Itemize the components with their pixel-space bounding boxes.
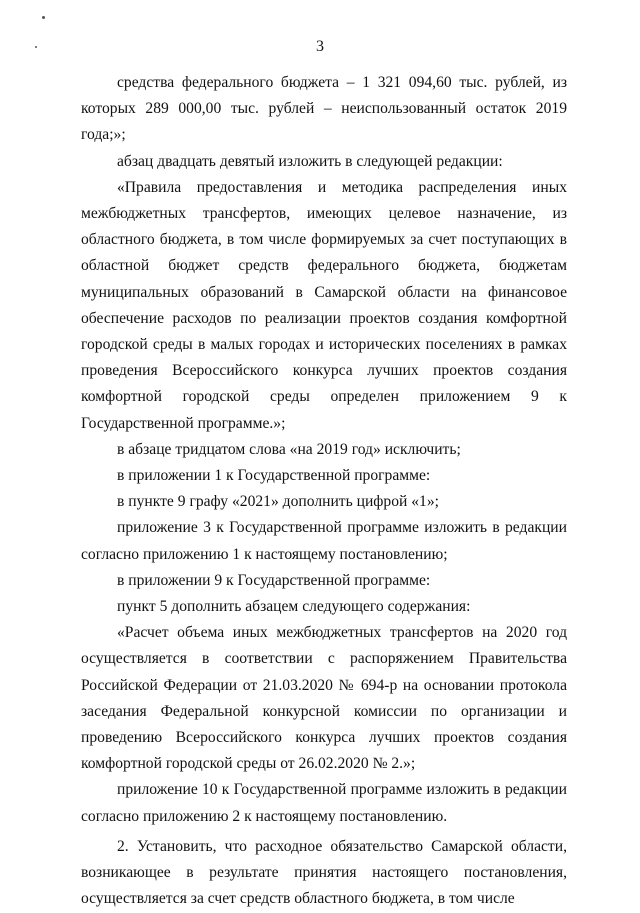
paragraph: 2. Установить, что расходное обязательство Самарской области, возникающее в результате принятия настоящего постановления, осуществляется за счет средств областного бюджета, в том числе [81,837,567,908]
paragraph: в пункте 9 графу «2021» дополнить цифрой «1»; [117,493,439,511]
paragraph: в абзаце тридцатом слова «на 2019 год» исключить; [117,440,461,458]
page-number: 3 [316,38,324,55]
paragraph: в приложении 1 к Государственной программе: [117,467,431,485]
paragraph: абзац двадцать девятый изложить в следующей редакции: [117,152,503,170]
paragraph: пункт 5 дополнить абзацем следующего содержания: [117,598,471,616]
paragraph: «Правила предоставления и методика распределения иных межбюджетных трансфертов, имеющих целевое назначение, из областного бюджета, в том числе формируемых за счет поступающих в областной бюджет средств федерального бюджета, бюджетам муниципальных образований в Самарской области на финансовое обеспечение расходов по реализации проектов создания комфортной городской среды в малых городах и исторических поселениях в рамках проведения Всероссийского конкурса лучших проектов создания комфортной городской среды определен приложением 9 к Государственной программе.»; [81,178,567,432]
scan-speck [42,16,45,19]
paragraph: средства федерального бюджета – 1 321 094,60 тыс. рублей, из которых 289 000,00 тыс. рублей – неиспользованный остаток 2019 года;»; [81,74,567,144]
paragraph: приложение 10 к Государственной программе изложить в редакции согласно приложению 2 к настоящему постановлению. [81,781,567,825]
paragraph: в приложении 9 к Государственной программе: [117,571,431,589]
document-body [81,70,567,913]
paragraph: «Расчет объема иных межбюджетных трансфертов на 2020 год осуществляется в соответствии с распоряжением Правительства Российской Федерации от 21.03.2020 № 694-р на основании протокола заседания Федеральной конкурсной комиссии по организации и проведению Всероссийского конкурса лучших проектов создания комфортной городской среды от 26.02.2020 № 2.»; [81,624,567,773]
paragraph: приложение 3 к Государственной программе изложить в редакции согласно приложению 1 к настоящему постановлению; [81,519,567,563]
